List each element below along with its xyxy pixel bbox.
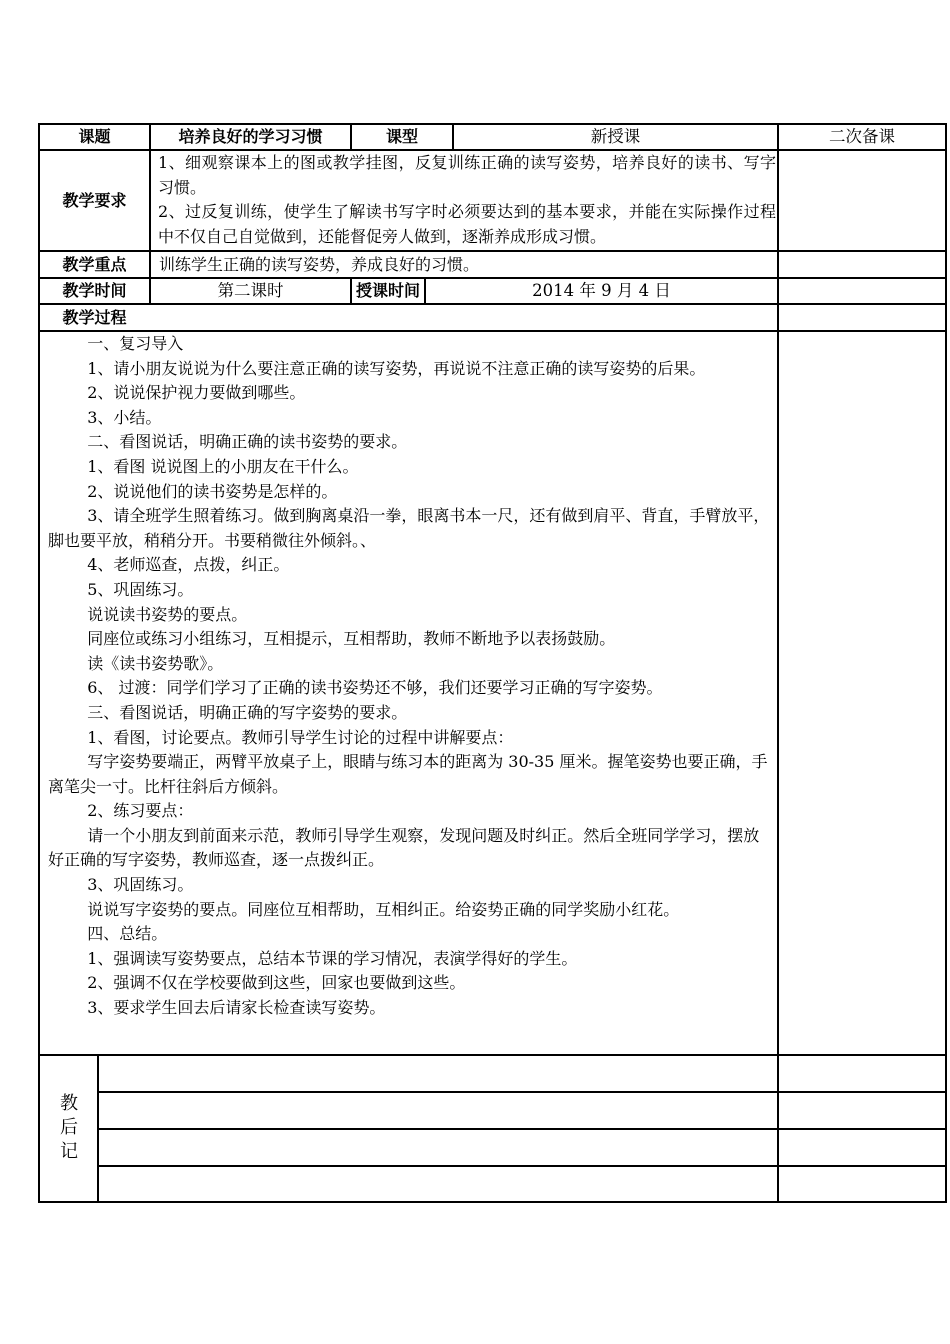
process-paragraph: 2、练习要点： [87, 801, 194, 821]
row-line-bottom [38, 1201, 947, 1203]
requirement-item: 2、过反复训练，使学生了解读书写字时必须要达到的基本要求，并能在实际操作过程中不仅自己自觉做到，还能督促旁人做到，逐渐养成形成习惯。 [158, 202, 776, 246]
second-prep-label: 二次备课 [829, 126, 895, 146]
process-paragraph: 三、看图说话，明确正确的写字姿势的要求。 [87, 702, 408, 722]
process-paragraph: 2、说说保护视力要做到哪些。 [87, 383, 306, 403]
process-paragraph: 3、要求学生回去后请家长检查读写姿势。 [87, 998, 386, 1018]
postscript-label [42, 1062, 96, 1194]
postscript-char: 记 [60, 1141, 78, 1162]
row-line-post-3 [97, 1165, 947, 1167]
type-label: 课型 [385, 127, 418, 146]
focus-value: 训练学生正确的读写姿势，养成良好的习惯。 [159, 254, 480, 274]
date-value: 2014 年 9 月 4 日 [532, 280, 671, 300]
process-paragraph: 4、老师巡查，点拨，纠正。 [87, 555, 290, 575]
process-paragraph: 二、看图说话，明确正确的读书姿势的要求。 [87, 432, 408, 452]
process-paragraph: 一、复习导入 [87, 334, 184, 353]
topic-value: 培养良好的学习习惯 [178, 127, 323, 146]
table-border-right [945, 123, 947, 1203]
row-line-post-1 [97, 1091, 947, 1093]
postscript-char: 后 [60, 1117, 78, 1138]
process-paragraph: 1、看图 说说图上的小朋友在干什么。 [87, 456, 359, 476]
time-label: 教学时间 [62, 281, 127, 300]
process-body [48, 332, 774, 1021]
time-value: 第二课时 [217, 280, 284, 300]
process-paragraph: 说说写字姿势的要点。同座位互相帮助，互相纠正。给姿势正确的同学奖励小红花。 [87, 899, 680, 919]
process-paragraph: 说说读书姿势的要点。 [87, 604, 248, 624]
date-label: 授课时间 [355, 281, 420, 300]
type-value: 新授课 [590, 126, 641, 146]
process-label: 教学过程 [62, 307, 127, 327]
focus-label: 教学重点 [62, 254, 127, 274]
process-paragraph: 2、强调不仅在学校要做到这些，回家也要做到这些。 [87, 973, 466, 993]
row-line-4 [38, 303, 947, 305]
process-paragraph: 2、说说他们的读书姿势是怎样的。 [87, 481, 338, 501]
topic-label: 课题 [78, 127, 111, 146]
process-paragraph: 写字姿势要端正，两臂平放桌子上，眼睛与练习本的距离为 30-35 厘米。握笔姿势也要正确，手离笔尖一寸。比杆往斜后方倾斜。 [48, 752, 768, 796]
process-paragraph: 3、巩固练习。 [87, 875, 194, 895]
process-paragraph: 请一个小朋友到前面来示范，教师引导学生观察，发现问题及时纠正。然后全班同学学习，摆放好正确的写字姿势，教师巡查，逐一点拨纠正。 [48, 825, 760, 870]
process-paragraph: 6、 过渡：同学们学习了正确的读书姿势还不够，我们还要学习正确的写字姿势。 [87, 678, 663, 698]
process-paragraph: 5、巩固练习。 [87, 579, 194, 599]
process-paragraph: 读《读书姿势歌》。 [87, 653, 224, 673]
process-paragraph: 1、看图，讨论要点。教师引导学生讨论的过程中讲解要点： [87, 727, 514, 747]
requirement-item: 1、细观察课本上的图或教学挂图，反复训练正确的读写姿势，培养良好的读书、写字习惯。 [158, 153, 776, 197]
process-paragraph: 3、请全班学生照着练习。做到胸离桌沿一拳，眼离书本一尺，还有做到肩平、背直，手臂放平，脚也要平放，稍稍分开。书要稍微往外倾斜。、 [48, 506, 770, 550]
row-line-notes-process [777, 330, 947, 332]
process-paragraph: 3、小结。 [87, 407, 162, 427]
process-paragraph: 1、请小朋友说说为什么要注意正确的读写姿势，再说说不注意正确的读写姿势的后果。 [87, 358, 706, 378]
process-paragraph: 四、总结。 [87, 924, 168, 944]
requirements-label: 教学要求 [62, 190, 127, 210]
row-line-post-2 [97, 1128, 947, 1130]
postscript-char: 教 [60, 1093, 78, 1114]
process-paragraph: 1、强调读写姿势要点，总结本节课的学习情况，表演学得好的学生。 [87, 948, 578, 968]
requirements-text [158, 151, 776, 249]
column-divider-notes [777, 123, 779, 1203]
row-line-5 [38, 1054, 947, 1056]
process-paragraph: 同座位或练习小组练习，互相提示，互相帮助，教师不断地予以表扬鼓励。 [87, 629, 616, 649]
